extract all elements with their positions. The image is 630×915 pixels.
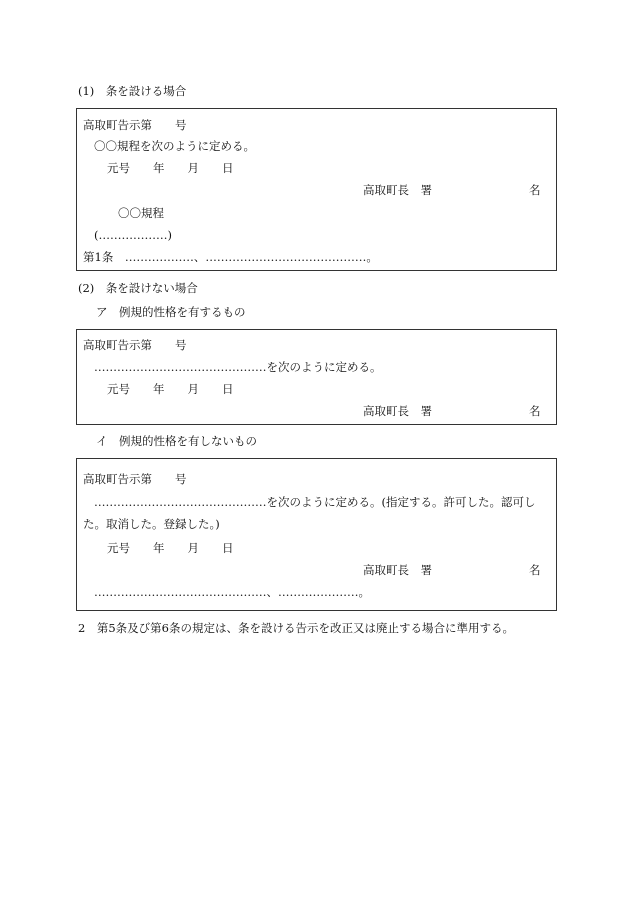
notice-number-line: 高取町告示第 号 — [83, 338, 187, 352]
signer-line: 高取町長 署 — [363, 183, 432, 197]
notice-number-line: 高取町告示第 号 — [83, 472, 187, 486]
section1-box — [76, 108, 557, 271]
rule-title: 〇〇規程 — [118, 206, 164, 220]
decree-line: ………………………………………を次のように定める。 — [94, 360, 382, 374]
decree-line: 〇〇規程を次のように定める。 — [94, 139, 255, 153]
date-line: 元号 年 月 日 — [107, 161, 234, 175]
paragraph-2: 2 第5条及び第6条の規定は、条を設ける告示を改正又は廃止する場合に準用する。 — [78, 621, 514, 635]
signer-mei: 名 — [529, 183, 541, 197]
date-line: 元号 年 月 日 — [107, 541, 234, 555]
section1-heading: (1) 条を設ける場合 — [78, 84, 187, 98]
notice-number-line: 高取町告示第 号 — [83, 118, 187, 132]
signer-line: 高取町長 署 — [363, 404, 432, 418]
section2-heading: (2) 条を設けない場合 — [78, 281, 198, 295]
article-line: 第1条 ………………、……………………………………。 — [83, 250, 378, 264]
section2i-heading: イ 例規的性格を有しないもの — [96, 434, 257, 448]
rule-paren: (………………) — [94, 228, 172, 242]
signer-mei: 名 — [529, 563, 541, 577]
decree-line-1: ………………………………………を次のように定める。(指定する。許可した。認可し — [94, 495, 536, 509]
date-line: 元号 年 月 日 — [107, 382, 234, 396]
signer-mei: 名 — [529, 404, 541, 418]
section2i-box — [76, 458, 557, 611]
body-line: ………………………………………、…………………。 — [94, 585, 370, 599]
signer-line: 高取町長 署 — [363, 563, 432, 577]
section2a-heading: ア 例規的性格を有するもの — [96, 305, 246, 319]
decree-line-2: た。取消した。登録した。) — [83, 517, 220, 531]
section2a-box — [76, 329, 557, 425]
